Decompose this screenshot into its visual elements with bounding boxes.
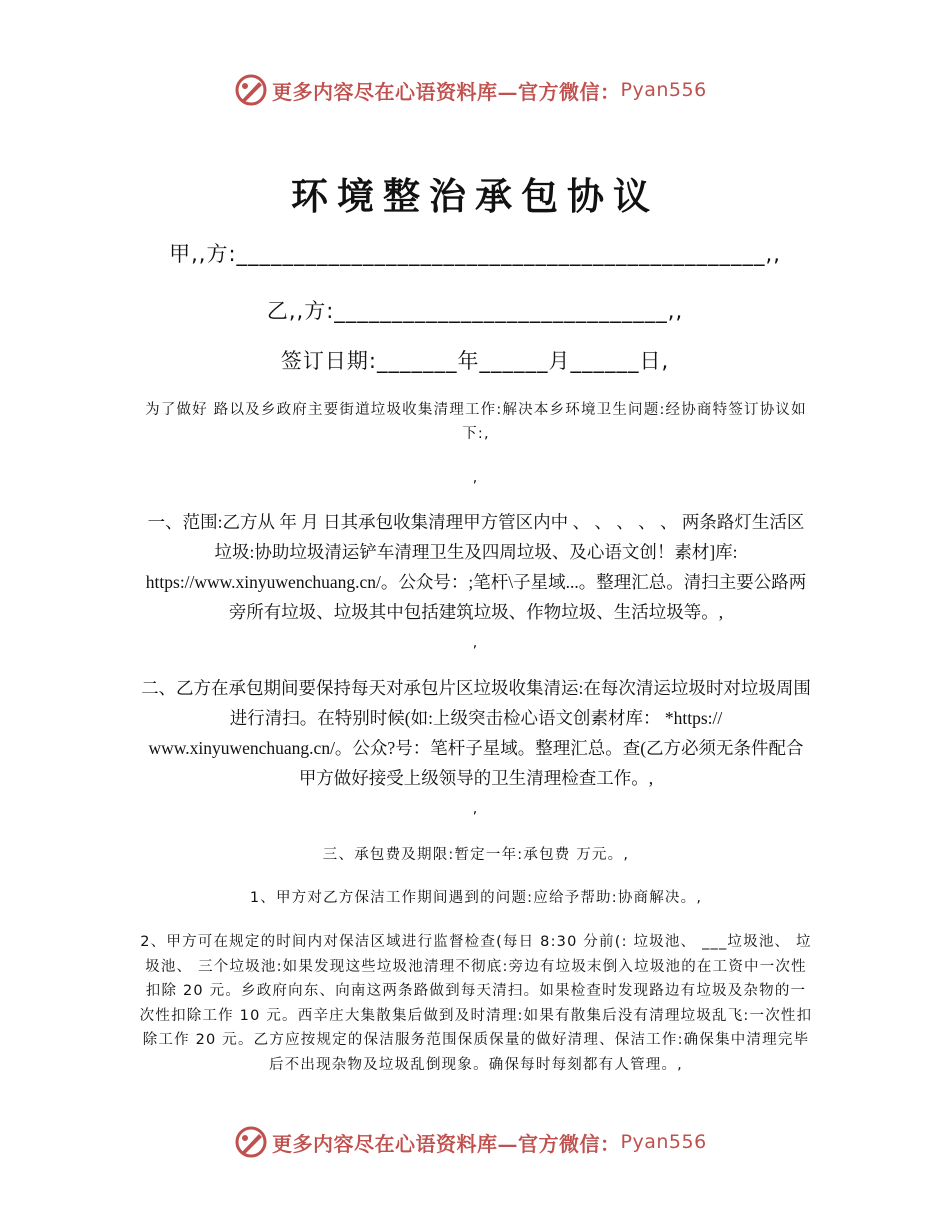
party-a-line: 甲,,方:______________________________________________,, bbox=[169, 242, 781, 266]
intro-paragraph: 为了做好 路以及乡政府主要街道垃圾收集清理工作:解决本乡环境卫生问题:经协商特签订协议如下:, bbox=[145, 402, 807, 442]
watermark-footer bbox=[0, 1122, 950, 1162]
clause-2: 2、甲方可在规定的时间内对保洁区域进行监督检查(每日 8:30 分前(: 垃圾池、 ___垃圾池、 垃圾池、 三个垃圾池:如果发现这些垃圾池清理不彻底:旁边有垃圾末倒入垃圾池的在工资中一次性扣除 20 元。乡政府向东、向南这两条路做到每天清扫。如果检查时发现路边有垃圾及杂物的一次性扣除工作 10 元。西辛庄大集散集后做到及时清理:如果有散集后没有清理垃圾乱飞:一次性扣除工作 20 元。乙方应按规定的保洁服务范围保质保量的做好清理、保洁工作:确保集中清理完毕后不出现杂物及垃圾乱倒现象。确保每时每刻都有人管理。, bbox=[139, 934, 813, 1073]
watermark-wechat-id: Pyan556 bbox=[620, 1131, 707, 1153]
pen-logo-icon bbox=[234, 1125, 268, 1159]
section-2-duties: 二、乙方在承包期间要保持每天对承包片区垃圾收集清运:在每次清运垃圾时对垃圾周围进行清扫。在特别时候(如:上级突击检心语文创素材库： *https:// www.xinyuwenchuang.cn/。公众?号：笔杆子星域。整理汇总。查(乙方必须无条件配合甲方做好接受上级领导的卫生清理检查工作。, bbox=[141, 678, 811, 788]
separator-3: , bbox=[472, 801, 478, 817]
watermark-wechat-id: Pyan556 bbox=[620, 79, 707, 101]
section-3-fee: 三、承包费及期限:暂定一年:承包费 万元。, bbox=[322, 847, 630, 863]
watermark-header bbox=[0, 70, 950, 110]
sign-date-line: 签订日期:_______年______月______日, bbox=[280, 349, 670, 373]
party-b-line: 乙,,方:_____________________________,, bbox=[266, 299, 684, 323]
pen-logo-icon bbox=[234, 73, 268, 107]
section-1-scope: 一、范围:乙方从 年 月 日其承包收集清理甲方管区内中 、 、 、 、 、 两条路灯生活区垃圾:协助垃圾清运铲车清理卫生及四周垃圾、及心语文创！素材]库: https://www.xinyuwenchuang.cn/。公众号：;笔杆\子星域...。整理汇总。清扫主要公路两旁所有垃圾、垃圾其中包括建筑垃圾、作物垃圾、生活垃圾等。, bbox=[145, 512, 807, 622]
separator-2: , bbox=[472, 635, 478, 651]
watermark-text: 更多内容尽在心语资料库—官方微信： bbox=[272, 1131, 621, 1156]
watermark-text: 更多内容尽在心语资料库—官方微信： bbox=[272, 79, 621, 104]
separator-1: , bbox=[472, 470, 478, 486]
document-title: 环境整治承包协议 bbox=[291, 175, 659, 218]
clause-1: 1、甲方对乙方保洁工作期间遇到的问题:应给予帮助:协商解决。, bbox=[249, 890, 703, 906]
